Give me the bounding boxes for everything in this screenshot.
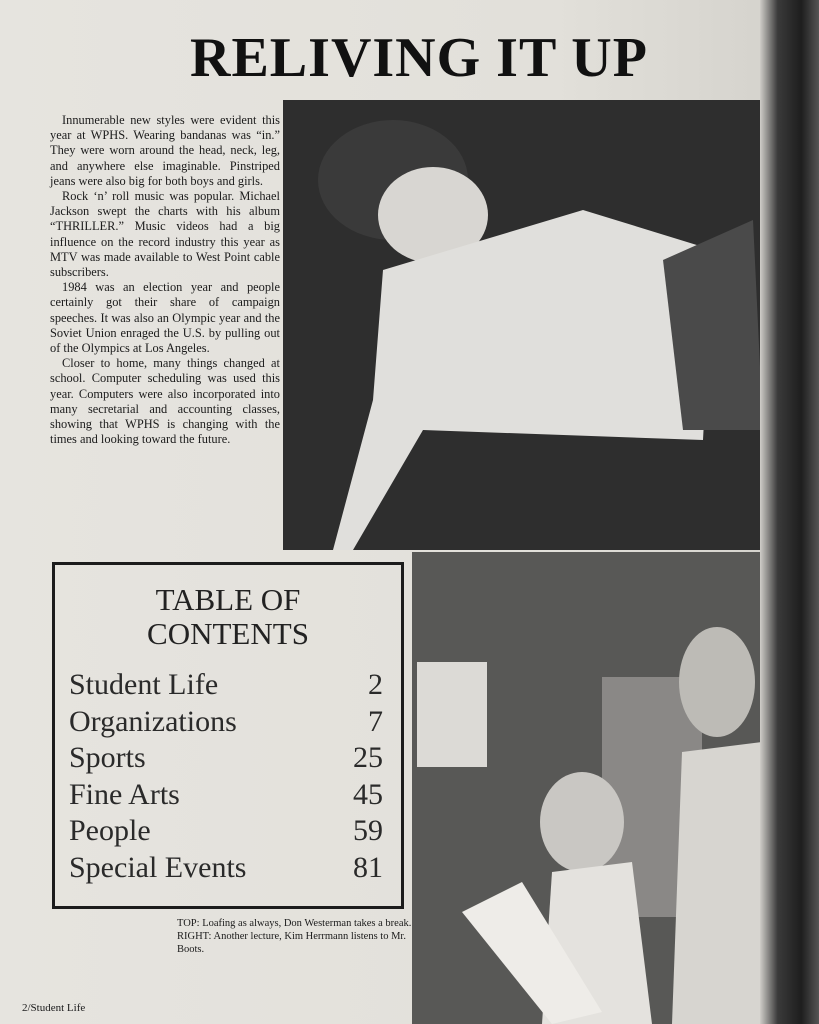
toc-item-page: 2: [368, 668, 383, 701]
paragraph: Innumerable new styles were evident this year at WPHS. Wearing bandanas was “in.” They were worn around the head, neck, leg, and anywhere else imaginable. Pinstriped jeans were also big for both boys and girls.: [50, 113, 280, 188]
toc-item: [69, 777, 383, 814]
toc-item-page: 7: [368, 704, 383, 738]
toc-item-label: Sports: [69, 741, 146, 774]
table-of-contents: [52, 562, 404, 909]
toc-item: [69, 850, 383, 887]
toc-item-label: Special Events: [69, 850, 247, 884]
toc-item-page: 45: [353, 777, 383, 811]
page-title: RELIVING IT UP: [190, 27, 648, 89]
toc-item: [69, 740, 383, 777]
toc-item-page: 59: [353, 814, 383, 847]
toc-item-page: 25: [353, 741, 383, 774]
toc-item-label: Student Life: [69, 668, 219, 701]
toc-heading-line: TABLE OF: [155, 582, 301, 617]
article-body: [50, 113, 280, 447]
photo-classroom-lecture: [412, 552, 782, 1024]
toc-item: [69, 704, 383, 741]
toc-item: [69, 813, 383, 850]
photo-caption: TOP: Loafing as always, Don Westerman takes a break. RIGHT: Another lecture, Kim Herrmann listens to Mr. Boots.: [177, 918, 412, 955]
page-folio: 2/Student Life: [22, 1002, 86, 1014]
toc-item-label: Fine Arts: [69, 777, 180, 811]
paragraph: 1984 was an election year and people certainly got their share of campaign speeches. It was also an Olympic year and the Soviet Union enraged the U.S. by pulling out of the Olympics at Los Angeles.: [50, 280, 280, 356]
paragraph: Closer to home, many things changed at school. Computer scheduling was used this year. Computers were also incorporated into many secretarial and accounting classes, showing that WPHS is changing with the times and looking toward the future.: [50, 356, 280, 447]
toc-item-page: 81: [353, 850, 383, 884]
toc-heading-line: CONTENTS: [147, 616, 309, 651]
toc-item-label: Organizations: [69, 704, 237, 738]
book-spine: [760, 0, 819, 1024]
paragraph: Rock ‘n’ roll music was popular. Michael Jackson swept the charts with his album “THRILLER.” Music videos had a big influence on the record industry this year as MTV was made available to West Point cable subscribers.: [50, 189, 280, 280]
toc-item-label: People: [69, 814, 151, 847]
photo-student-lying-down: [283, 100, 763, 550]
toc-list: [69, 667, 383, 886]
toc-item: [69, 667, 383, 704]
toc-heading: [55, 583, 401, 651]
